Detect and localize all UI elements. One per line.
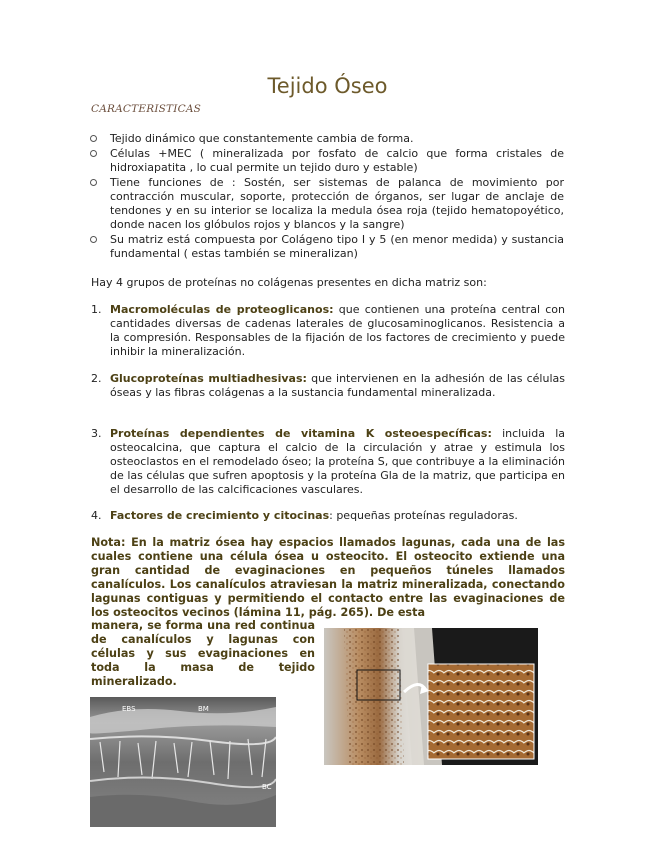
intro-paragraph: Hay 4 grupos de proteínas no colágenas presentes en dicha matriz son:: [91, 276, 487, 289]
sem-label-bc: BC: [262, 783, 272, 791]
item-term: Factores de crecimiento y citocinas: [110, 509, 330, 522]
item-term: Proteínas dependientes de vitamina K osteoespecíficas:: [110, 427, 492, 440]
sem-micrograph-drawing: [90, 697, 276, 827]
sem-label-ebs: EBS: [122, 705, 136, 713]
note-paragraph: Nota: En la matriz ósea hay espacios llamados lagunas, cada una de las cuales contiene una célula ósea u osteocito. El osteocito extiende una gran cantidad de evaginaciones en pequeños túneles llamados canalículos. Los canalículos atraviesan la matriz mineralizada, conectando lagunas contiguas y permitiendo el contacto entre las evaginaciones de los osteocitos vecinos (lámina 11, pág. 265). De esta: [91, 536, 565, 619]
item-text: incluida la osteocalcina, que captura el calcio de la circulación y atrae y estimula los osteoclastos en el remodelado óseo; la proteína S, que contribuye a la eliminación de las células que sufren apoptosis y la proteína Gla de la matriz, que participa en el desarrollo de las calcificaciones vasculares.: [110, 427, 565, 496]
item-term: Macromoléculas de proteoglicanos:: [110, 303, 334, 316]
bone-micrograph-image: [324, 628, 538, 765]
bone-micrograph-drawing: [324, 628, 538, 765]
section-subtitle: CARACTERISTICAS: [91, 103, 202, 115]
item-number: 2.: [91, 372, 102, 385]
list-item: Su matriz está compuesta por Colágeno tipo I y 5 (en menor medida) y sustancia fundamental ( estas también se mineralizan): [90, 233, 564, 261]
item-term: Glucoproteínas multiadhesivas:: [110, 372, 307, 385]
protein-group-item: [91, 509, 565, 523]
circle-bullet-icon: [90, 135, 97, 142]
characteristics-list: [90, 132, 564, 262]
item-text: : pequeñas proteínas reguladoras.: [329, 509, 518, 522]
sem-micrograph-image: [90, 697, 276, 827]
list-item: Células +MEC ( mineralizada por fosfato de calcio que forma cristales de hidroxiapatita , lo cual permite un tejido duro y estable): [90, 147, 564, 175]
list-item: Tiene funciones de : Sostén, ser sistemas de palanca de movimiento por contracción muscular, soporte, protección de órganos, ser lugar de anclaje de tendones y en su interior se localiza la medula ósea roja (tejido hematopoyético, donde nacen los glóbulos rojos y blancos y la sangre): [90, 176, 564, 232]
list-item: Tejido dinámico que constantemente cambia de forma.: [90, 132, 564, 146]
item-number: 4.: [91, 509, 102, 522]
item-text: que contienen una proteína central con cantidades diversas de cadenas laterales de glucosaminoglicanos. Resistencia a la compresión. Responsables de la fijación de los factores de crecimiento y puede inhibir la mineralización.: [110, 303, 565, 358]
circle-bullet-icon: [90, 150, 97, 157]
circle-bullet-icon: [90, 179, 97, 186]
sem-label-bm: BM: [198, 705, 209, 713]
protein-group-item: [91, 427, 565, 497]
protein-group-item: [91, 372, 565, 400]
item-number: 3.: [91, 427, 102, 440]
page-title: Tejido Óseo: [267, 74, 388, 98]
item-text: que intervienen en la adhesión de las células óseas y las fibras colágenas a la sustancia fundamental mineralizada.: [110, 372, 565, 399]
protein-group-item: [91, 303, 565, 359]
item-number: 1.: [91, 303, 102, 316]
circle-bullet-icon: [90, 236, 97, 243]
note-paragraph-continued: manera, se forma una red continua de canalículos y lagunas con células y sus evaginaciones en toda la masa de tejido mineralizado.: [91, 619, 315, 688]
